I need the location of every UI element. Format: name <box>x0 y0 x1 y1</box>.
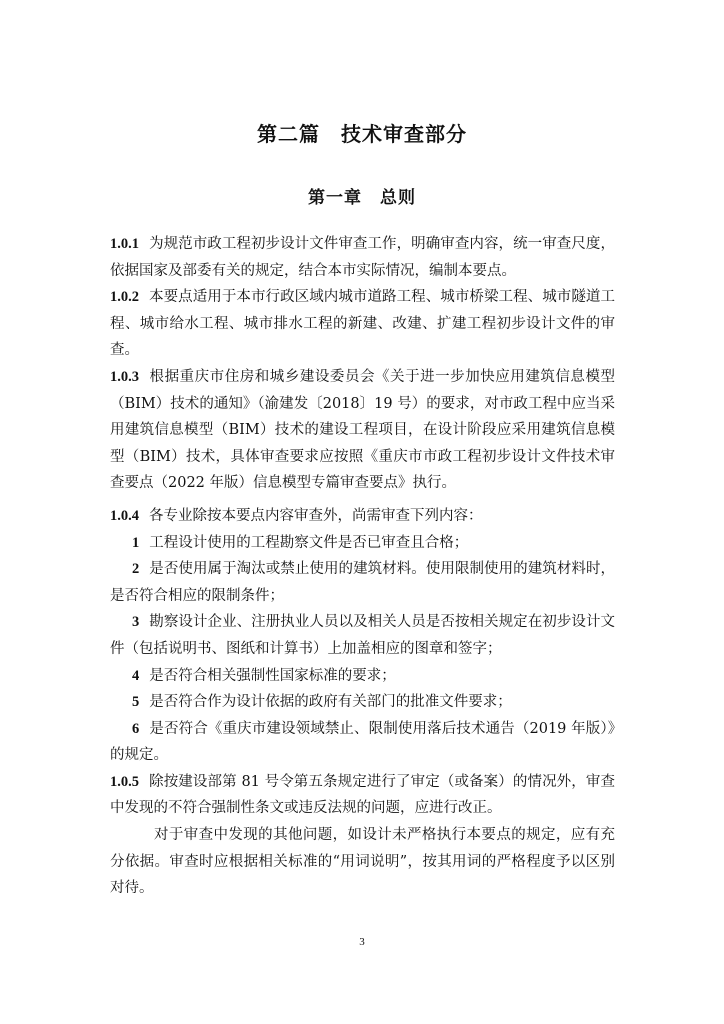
clause-1-0-3 <box>110 364 615 497</box>
part-title: 第二篇 技术审查部分 <box>257 122 467 146</box>
chapter-title: 第一章 总则 <box>308 188 416 208</box>
list-item <box>110 556 615 609</box>
clause-number: 1.0.1 <box>110 236 139 252</box>
clause-text: 为规范市政工程初步设计文件审查工作，明确审查内容，统一审查尺度，依据国家及部委有关的规定，结合本市实际情况，编制本要点。 <box>110 236 615 279</box>
list-item <box>110 609 615 662</box>
item-number: 4 <box>132 667 140 684</box>
item-number: 6 <box>132 720 140 737</box>
item-number: 3 <box>132 614 140 631</box>
clause-text: 根据重庆市住房和城乡建设委员会《关于进一步加快应用建筑信息模型（BIM）技术的通知》（渝建发〔2018〕19 号）的要求，对市政工程中应当采用建筑信息模型（BIM）技术的建设工程项目，在设计阶段应采用建筑信息模型（BIM）技术，具体审查要求应按照《重庆市市政工程初步设计文件技术审查要点（2022 年版）信息模型专篇审查要点》执行。 <box>110 368 615 492</box>
clause-text: 除按建设部第 81 号令第五条规定进行了审定（或备案）的情况外，审查中发现的不符合强制性条文或违反法规的问题，应进行改正。 <box>110 773 615 817</box>
item-number: 2 <box>132 561 140 578</box>
final-paragraph: 对于审查中发现的其他问题，如设计未严格执行本要点的规定，应有充分依据。审查时应根据相关标准的“用词说明”，按其用词的严格程度予以区别对待。 <box>110 827 615 897</box>
item-text: 是否符合作为设计依据的政府有关部门的批准文件要求； <box>149 694 512 711</box>
clause-text: 本要点适用于本市行政区域内城市道路工程、城市桥梁工程、城市隧道工程、城市给水工程、城市排水工程的新建、改建、扩建工程初步设计文件的审查。 <box>110 289 615 359</box>
clause-number: 1.0.2 <box>110 289 139 306</box>
page-number: 3 <box>359 936 365 948</box>
clause-1-0-1 <box>110 231 615 284</box>
list-item <box>110 663 615 690</box>
item-text: 工程设计使用的工程勘察文件是否已审查且合格； <box>149 534 469 551</box>
item-text: 是否符合《重庆市建设领域禁止、限制使用落后技术通告（2019 年版）》的规定。 <box>110 720 615 764</box>
clause-number: 1.0.4 <box>110 507 139 524</box>
item-text: 是否符合相关强制性国家标准的要求； <box>149 667 396 684</box>
clause-1-0-4 <box>110 503 615 530</box>
clause-1-0-5 <box>110 769 615 822</box>
item-number: 1 <box>132 534 140 551</box>
body-text <box>110 231 615 902</box>
list-item <box>110 716 615 769</box>
clause-number: 1.0.5 <box>110 773 139 790</box>
item-text: 勘察设计企业、注册执业人员以及相关人员是否按相关规定在初步设计文件（包括说明书、图纸和计算书）上加盖相应的图章和签字； <box>110 614 615 657</box>
list-item <box>110 689 615 716</box>
clause-text: 各专业除按本要点内容审查外，尚需审查下列内容： <box>149 507 483 524</box>
item-number: 5 <box>132 694 140 711</box>
list-item <box>110 530 615 557</box>
clause-number: 1.0.3 <box>110 368 139 385</box>
item-text: 是否使用属于淘汰或禁止使用的建筑材料。使用限制使用的建筑材料时，是否符合相应的限制条件； <box>110 561 615 604</box>
clause-1-0-2 <box>110 284 615 364</box>
